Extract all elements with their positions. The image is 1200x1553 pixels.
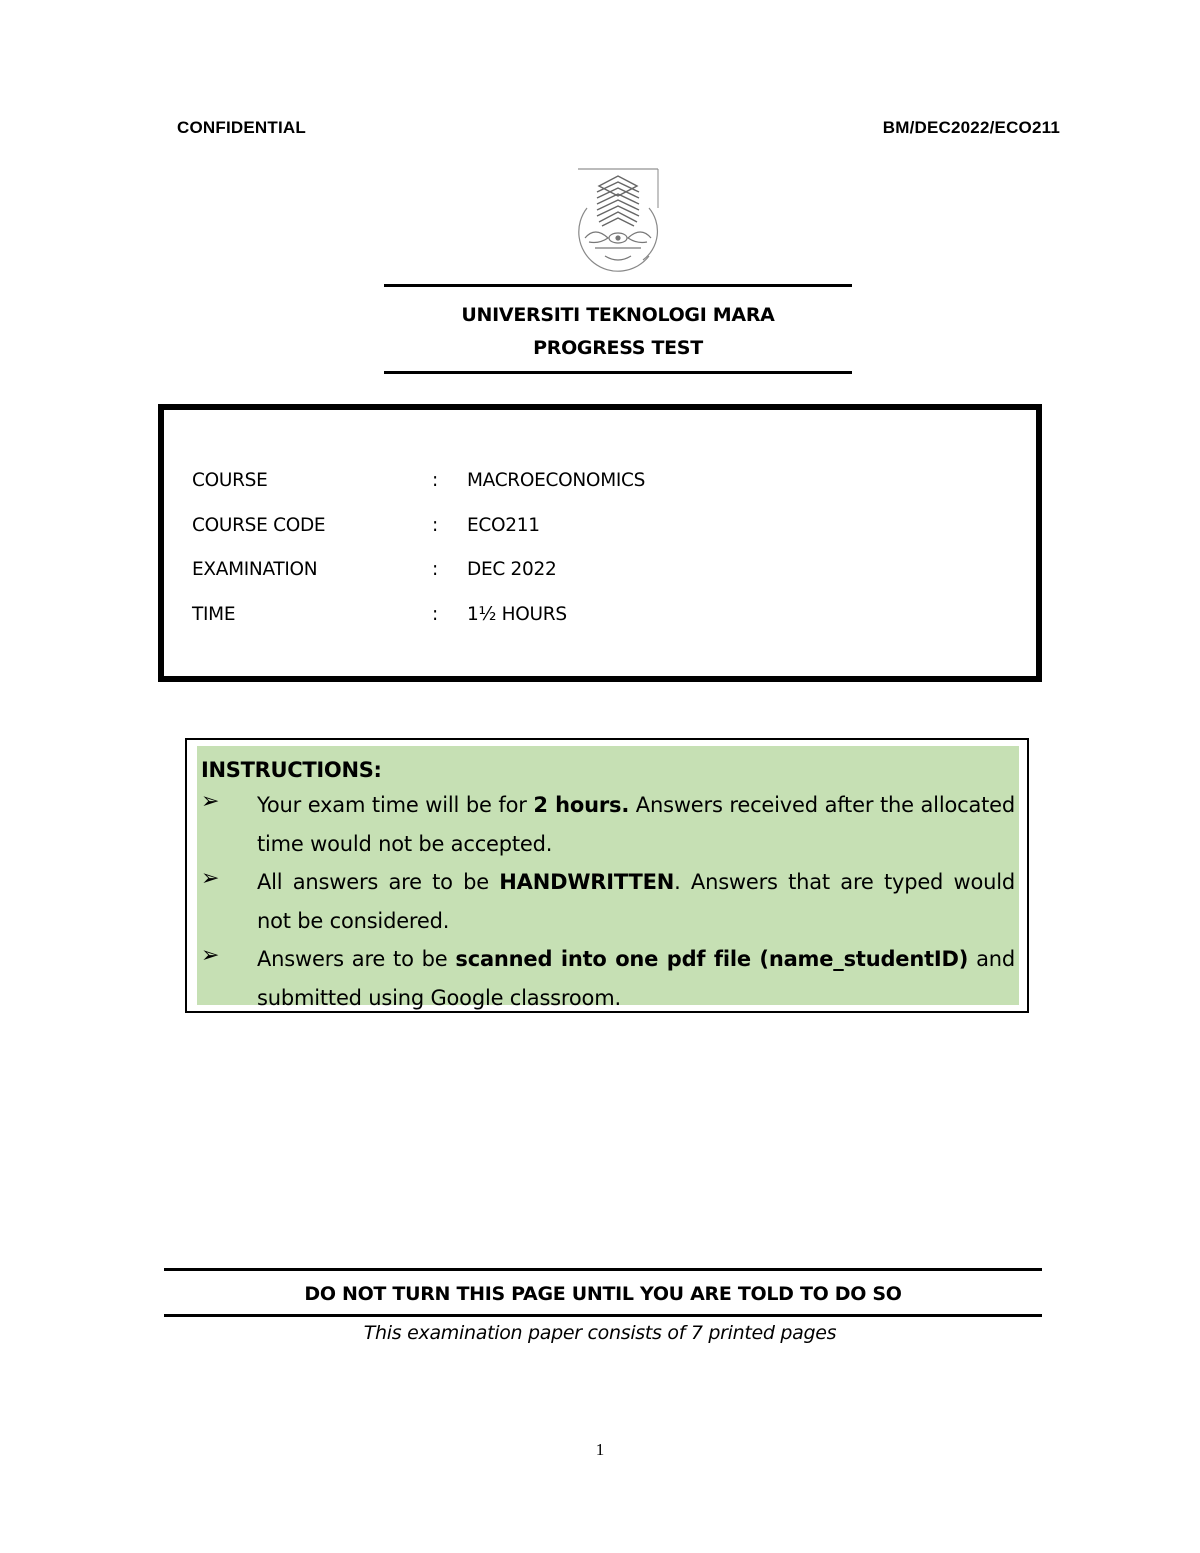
arrow-bullet-icon: ➢ [201,943,220,968]
info-separator: : [432,470,438,491]
test-title: PROGRESS TEST [533,337,703,359]
arrow-bullet-icon: ➢ [201,866,220,891]
header-confidential: CONFIDENTIAL [177,118,306,137]
university-name: UNIVERSITI TEKNOLOGI MARA [461,304,775,326]
page-number: 1 [595,1440,605,1459]
instruction-item-1: Your exam time will be for 2 hours. Answers received after the allocated time would not be accepted. [257,793,1015,856]
info-value: 1½ HOURS [467,604,567,625]
info-key: TIME [192,604,236,625]
instructions-title: INSTRUCTIONS: [201,758,382,782]
header-paper-code: BM/DEC2022/ECO211 [882,118,1060,137]
footer-bottom-rule [164,1314,1042,1317]
info-key: COURSE CODE [192,515,326,536]
instructions-background [197,746,1019,1010]
instruction-item-2: All answers are to be HANDWRITTEN. Answers that are typed would not be considered. [257,870,1015,933]
info-key: EXAMINATION [192,559,318,580]
instruction-item-3: Answers are to be scanned into one pdf file (name_studentID) and submitted using Google classroom. [257,947,1015,1010]
do-not-turn-warning: DO NOT TURN THIS PAGE UNTIL YOU ARE TOLD TO DO SO [304,1283,902,1305]
course-info-box [158,404,1042,682]
footer-top-rule [164,1268,1042,1271]
info-key: COURSE [192,470,268,491]
info-value: ECO211 [467,515,540,536]
info-value: MACROECONOMICS [467,470,646,491]
title-top-rule [384,284,852,287]
university-crest-icon [575,168,661,272]
instructions-box [185,738,1029,1013]
info-value: DEC 2022 [467,559,557,580]
page-count-note: This examination paper consists of 7 printed pages [363,1322,837,1344]
info-separator: : [432,604,438,625]
info-separator: : [432,515,438,536]
info-separator: : [432,559,438,580]
arrow-bullet-icon: ➢ [201,789,220,814]
title-bottom-rule [384,371,852,374]
